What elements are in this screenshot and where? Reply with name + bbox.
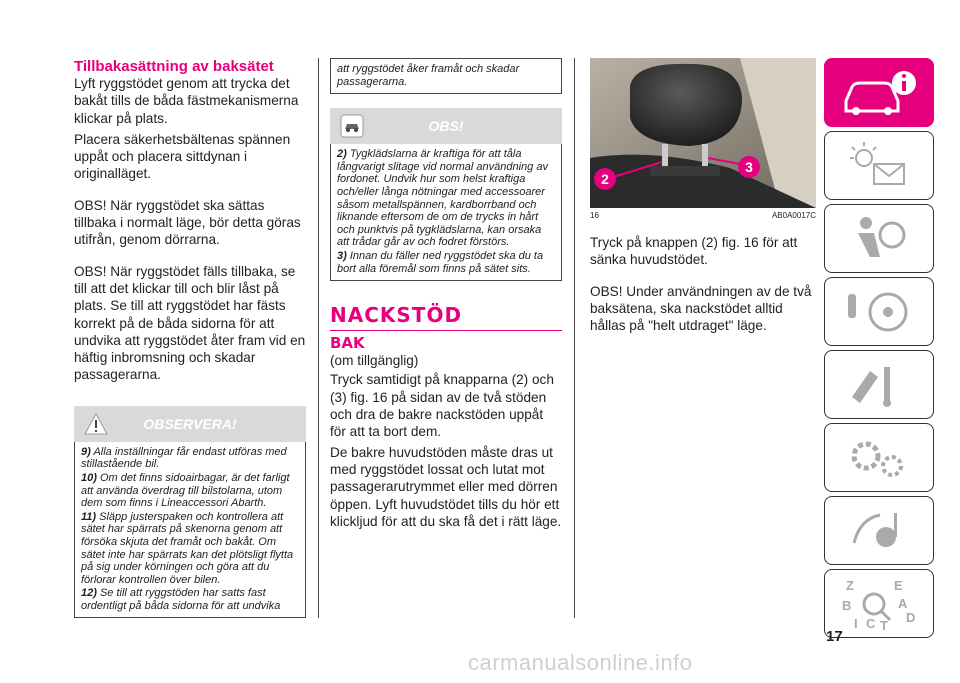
- tab-emergency[interactable]: [824, 350, 934, 419]
- paragraph: (om tillgänglig): [330, 353, 419, 369]
- index-letter: Z: [846, 578, 854, 593]
- column-divider: [574, 58, 575, 618]
- obs-box: [330, 144, 562, 281]
- heading-rule: [330, 330, 562, 331]
- paragraph: OBS! När ryggstödet fälls tillbaka, se till att det klickar till och blir låst på plats. Se till att ryggstödet har fästs korrekt på de båda sidorna för att undvika att ryggstödet åter fram vid en häftig inbromsning och skadar passagerarna.: [74, 263, 306, 383]
- tools-icon: [840, 357, 920, 413]
- tab-safety[interactable]: [824, 204, 934, 273]
- index-letter: A: [898, 596, 908, 611]
- page-number: 17: [826, 628, 843, 645]
- section-title: Tillbakasättning av baksätet: [74, 58, 274, 75]
- steering-wheel-icon: [840, 284, 920, 340]
- warning-box: [74, 442, 306, 619]
- warning-box-continued: [330, 58, 562, 94]
- paragraph: OBS! Under användningen av de två baksätena, ska nackstödet alltid hållas på "helt utdraget" läge.: [590, 283, 812, 334]
- obs-title: OBS!: [428, 118, 464, 135]
- alphabet-index-icon: [840, 576, 920, 632]
- paragraph: Placera säkerhetsbältenas spännen uppåt och placera sittdynan i originalläget.: [74, 131, 291, 182]
- figure-code: AB0A0017C: [771, 211, 816, 220]
- airbag-person-icon: [840, 211, 920, 267]
- index-letter: E: [894, 578, 903, 593]
- column-left: [74, 58, 306, 618]
- column-right: [590, 58, 816, 334]
- callout-2: 2: [594, 168, 616, 190]
- warning-lights-icon: [840, 138, 920, 194]
- warning-header: [74, 406, 306, 442]
- tab-car-info[interactable]: [824, 58, 934, 127]
- index-letter: T: [880, 618, 888, 632]
- tab-driving[interactable]: [824, 277, 934, 346]
- tab-multimedia[interactable]: [824, 496, 934, 565]
- warning-title: OBSERVERA!: [143, 415, 237, 432]
- paragraph: Lyft ryggstödet genom att trycka det bakåt tills de båda fästmekanismerna klickar på plats.: [74, 76, 299, 126]
- column-divider: [318, 58, 319, 618]
- headrest-figure: [590, 58, 816, 208]
- note-item: 12) Se till att ryggstöden har satts fast ordentligt på båda sidorna för att undvika: [81, 587, 281, 612]
- watermark: carmanualsonline.info: [468, 650, 693, 675]
- tab-warning-lights[interactable]: [824, 131, 934, 200]
- service-gears-icon: [840, 430, 920, 486]
- callout-3: 3: [738, 156, 760, 178]
- note-item: 3) Innan du fäller ned ryggstödet ska du ta bort alla föremål som finns på sätet sits.: [337, 249, 544, 275]
- note-item: 11) Släpp justerspaken och kontrollera att sätet har spärrats på skenorna genom att försöka skjuta det framåt och bakåt. Om sätet inte har spärrats kan det plötsligt flytta på sig under körningen och göra att du förlorar kontrollen över bilen.: [81, 510, 294, 586]
- note-item: 9) Alla inställningar får endast utföras med stillastående bil.: [81, 445, 287, 471]
- figure-number: 16: [590, 211, 599, 220]
- figure-caption: [590, 211, 816, 220]
- multimedia-icon: [840, 503, 920, 559]
- column-middle: [330, 58, 562, 530]
- index-letter: C: [866, 616, 876, 631]
- subheading: BAK: [330, 334, 365, 353]
- tab-maintenance[interactable]: [824, 423, 934, 492]
- index-letter: I: [854, 616, 858, 631]
- note-item: 10) Om det finns sidoairbagar, är det farligt att använda överdrag till bilstolarna, utom dem som finns i Lineaccessori Abarth.: [81, 471, 290, 510]
- paragraph: Tryck samtidigt på knapparna (2) och (3) fig. 16 på sidan av de två stöden och dra de bakre nackstöden uppåt för att ta bort dem.: [330, 372, 554, 440]
- note-item: 2) Tygklädslarna är kraftiga för att tåla långvarigt slitage vid normal användning av fordonet. Undvik hur som helst kraftiga och/eller långa nötningar med accessoarer såsom metallspännen, kardborrband och liknande eftersom de om de trycks in hårt och punktvis på tygklädslarna, kan orsaka att trådar går av och fodret förstörs.: [337, 148, 548, 249]
- car-info-icon: [840, 65, 920, 121]
- headrest-illustration: [590, 58, 816, 208]
- obs-header: [330, 108, 562, 144]
- index-letter: D: [906, 610, 916, 625]
- chapter-tabs: [824, 58, 934, 642]
- note-continuation: att ryggstödet åker framåt och skadar passagerarna.: [337, 63, 520, 88]
- paragraph: De bakre huvudstöden måste dras ut med ryggstödet lossat och lutat mot passagerarutrymmet eller med dörren öppen. Lyft huvudstödet tills du hör ett klickljud för att du ska få det i rätt läge.: [330, 444, 562, 529]
- paragraph: OBS! När ryggstödet ska sättas tillbaka i normalt läge, bör detta göras utifrån, genom dörrarna.: [74, 197, 301, 248]
- index-letter: B: [842, 598, 852, 613]
- paragraph: Tryck på knappen (2) fig. 16 för att sänka huvudstödet.: [590, 235, 798, 268]
- chapter-heading: NACKSTÖD: [330, 303, 463, 328]
